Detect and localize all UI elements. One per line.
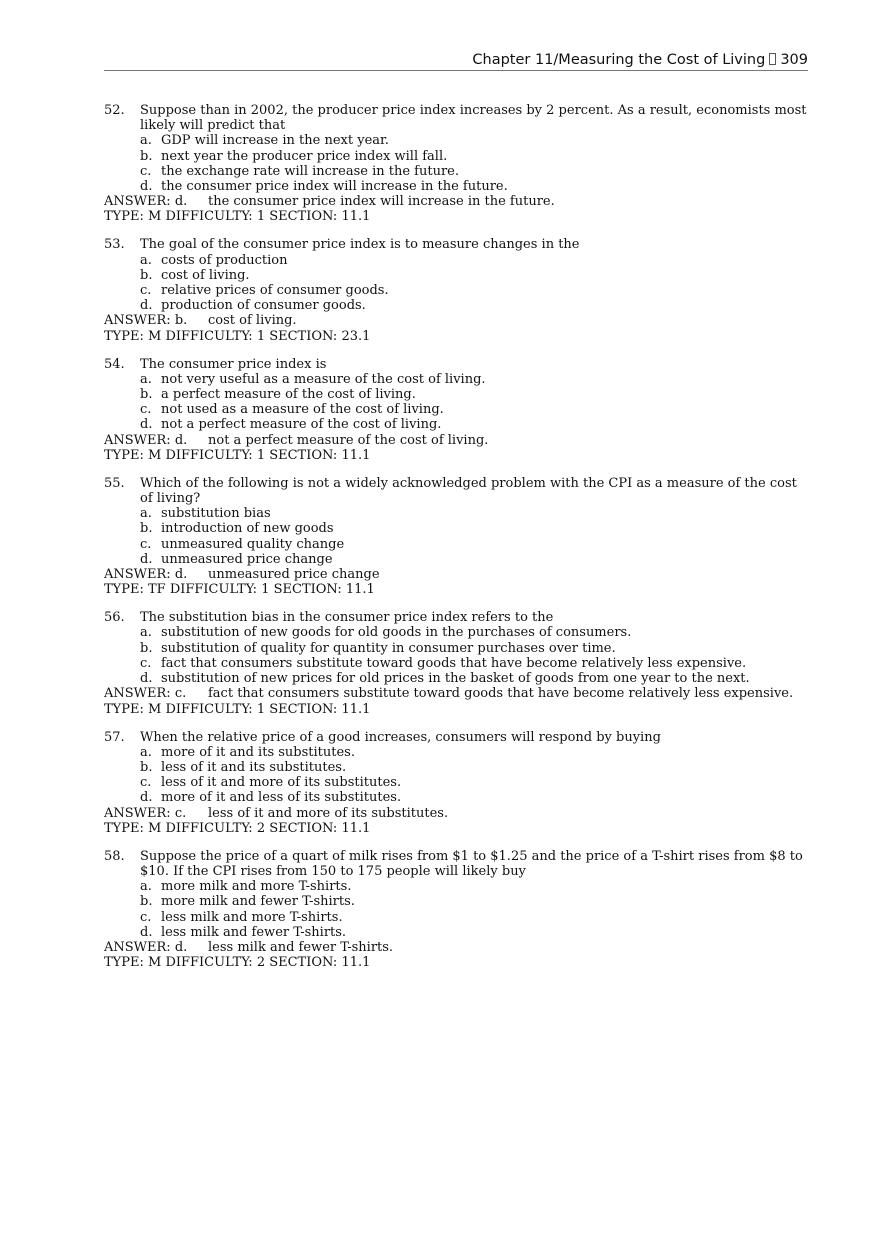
question-meta: TYPE: M DIFFICULTY: 1 SECTION: 11.1	[104, 209, 371, 225]
question-number: 58.	[104, 848, 125, 864]
answer-key: ANSWER: b.	[104, 313, 188, 329]
choice-letter: d.	[140, 179, 153, 195]
choice-a	[140, 625, 808, 640]
choice-a	[140, 506, 808, 521]
choice-letter: c.	[140, 402, 152, 418]
choice-letter: a.	[140, 506, 152, 522]
question-number: 52.	[104, 103, 125, 118]
answer-text: unmeasured price change	[208, 567, 380, 583]
question-stem	[104, 357, 808, 372]
page-header	[104, 50, 808, 71]
question-meta: TYPE: M DIFFICULTY: 1 SECTION: 11.1	[104, 447, 371, 463]
choice-b	[140, 894, 808, 909]
choice-text: substitution of new prices for old prices in the basket of goods from one year to the next.	[161, 671, 750, 687]
question-number: 57.	[104, 729, 125, 745]
choice-letter: b.	[140, 148, 153, 164]
choice-list	[104, 625, 808, 686]
choice-text: substitution of quality for quantity in consumer purchases over time.	[161, 640, 616, 656]
choice-text: introduction of new goods	[161, 521, 334, 537]
choice-letter: d.	[140, 298, 153, 314]
answer-text: fact that consumers substitute toward goods that have become relatively less expensive.	[208, 686, 794, 702]
question-58	[104, 849, 808, 971]
question-meta: TYPE: M DIFFICULTY: 2 SECTION: 11.1	[104, 820, 371, 836]
question-56	[104, 610, 808, 716]
choice-letter: d.	[140, 417, 153, 433]
choice-d	[140, 552, 808, 567]
answer-key: ANSWER: d.	[104, 432, 188, 448]
choice-text: a perfect measure of the cost of living.	[161, 387, 416, 403]
choice-d	[140, 179, 808, 194]
choice-text: cost of living.	[161, 267, 250, 283]
choice-text: not used as a measure of the cost of living.	[161, 402, 444, 418]
choice-letter: c.	[140, 536, 152, 552]
choice-b	[140, 387, 808, 402]
question-number: 56.	[104, 610, 125, 626]
question-52	[104, 103, 808, 225]
choice-text: the exchange rate will increase in the future.	[161, 163, 459, 179]
choice-c	[140, 656, 808, 671]
header-chapter-title: Chapter 11/Measuring the Cost of Living	[472, 52, 766, 68]
choice-text: less milk and more T-shirts.	[161, 909, 343, 925]
answer-text: less milk and fewer T-shirts.	[208, 939, 394, 955]
choice-text: not a perfect measure of the cost of living.	[161, 417, 442, 433]
choice-b	[140, 149, 808, 164]
choice-text: not very useful as a measure of the cost of living.	[161, 371, 486, 387]
choice-letter: b.	[140, 894, 153, 910]
choice-a	[140, 253, 808, 268]
choice-letter: b.	[140, 387, 153, 403]
choice-letter: a.	[140, 625, 152, 641]
question-number: 53.	[104, 237, 125, 253]
question-meta: TYPE: M DIFFICULTY: 2 SECTION: 11.1	[104, 955, 371, 971]
question-list	[104, 103, 808, 983]
choice-letter: b.	[140, 521, 153, 537]
choice-letter: d.	[140, 551, 153, 567]
choice-text: substitution of new goods for old goods in the purchases of consumers.	[161, 625, 632, 641]
choice-text: more of it and less of its substitutes.	[161, 790, 402, 806]
question-number: 54.	[104, 356, 125, 372]
question-stem	[104, 103, 808, 133]
choice-a	[140, 372, 808, 387]
choice-letter: c.	[140, 909, 152, 925]
choice-a	[140, 879, 808, 894]
choice-d	[140, 790, 808, 805]
choice-list	[104, 372, 808, 433]
choice-c	[140, 164, 808, 179]
choice-text: GDP will increase in the next year.	[161, 133, 389, 149]
choice-text: the consumer price index will increase in the future.	[161, 179, 508, 195]
choice-list	[104, 506, 808, 567]
answer-line	[104, 806, 808, 821]
question-text: The substitution bias in the consumer price index refers to the	[140, 610, 554, 626]
question-57	[104, 730, 808, 836]
choice-b	[140, 760, 808, 775]
answer-line	[104, 686, 808, 701]
choice-list	[104, 133, 808, 194]
choice-list	[104, 253, 808, 314]
question-text: The goal of the consumer price index is to measure changes in the	[140, 237, 580, 253]
choice-text: more milk and fewer T-shirts.	[161, 894, 355, 910]
answer-text: not a perfect measure of the cost of living.	[208, 432, 489, 448]
choice-d	[140, 925, 808, 940]
choice-text: fact that consumers substitute toward goods that have become relatively less expensive.	[161, 655, 747, 671]
answer-text: less of it and more of its substitutes.	[208, 805, 449, 821]
page-number: 309	[780, 52, 808, 68]
choice-letter: c.	[140, 163, 152, 179]
choice-letter: c.	[140, 283, 152, 299]
choice-text: production of consumer goods.	[161, 298, 366, 314]
choice-c	[140, 402, 808, 417]
choice-text: unmeasured quality change	[161, 536, 345, 552]
choice-letter: a.	[140, 744, 152, 760]
choice-letter: d.	[140, 790, 153, 806]
question-text: The consumer price index is	[140, 356, 327, 372]
question-stem	[104, 237, 808, 252]
choice-text: less of it and more of its substitutes.	[161, 775, 402, 791]
choice-c	[140, 283, 808, 298]
question-text: Suppose the price of a quart of milk rises from $1 to $1.25 and the price of a T-shirt rises from $8 to $10. If the CPI rises from 150 to 175 people will likely buy	[140, 848, 803, 879]
choice-text: less milk and fewer T-shirts.	[161, 924, 347, 940]
question-number: 55.	[104, 475, 125, 491]
choice-d	[140, 417, 808, 432]
choice-text: more milk and more T-shirts.	[161, 879, 352, 895]
choice-letter: a.	[140, 252, 152, 268]
answer-line	[104, 194, 808, 209]
question-stem	[104, 730, 808, 745]
answer-line	[104, 433, 808, 448]
question-53	[104, 237, 808, 343]
choice-a	[140, 133, 808, 148]
answer-key: ANSWER: d.	[104, 939, 188, 955]
answer-key: ANSWER: d.	[104, 567, 188, 583]
question-text: Suppose than in 2002, the producer price index increases by 2 percent. As a result, economists most likely will predict that	[140, 103, 807, 134]
answer-text: the consumer price index will increase in the future.	[208, 194, 555, 210]
choice-text: substitution bias	[161, 506, 271, 522]
question-stem	[104, 610, 808, 625]
choice-letter: b.	[140, 759, 153, 775]
question-stem	[104, 476, 808, 506]
answer-line	[104, 567, 808, 582]
choice-letter: b.	[140, 267, 153, 283]
choice-letter: a.	[140, 133, 152, 149]
choice-c	[140, 775, 808, 790]
choice-letter: c.	[140, 775, 152, 791]
choice-letter: b.	[140, 640, 153, 656]
choice-b	[140, 521, 808, 536]
choice-b	[140, 268, 808, 283]
choice-letter: c.	[140, 655, 152, 671]
missing-glyph-icon	[769, 53, 776, 65]
choice-letter: d.	[140, 924, 153, 940]
choice-b	[140, 641, 808, 656]
choice-d	[140, 671, 808, 686]
answer-key: ANSWER: c.	[104, 805, 187, 821]
question-meta: TYPE: M DIFFICULTY: 1 SECTION: 23.1	[104, 328, 371, 344]
choice-text: more of it and its substitutes.	[161, 744, 355, 760]
choice-c	[140, 537, 808, 552]
question-54	[104, 357, 808, 463]
choice-letter: d.	[140, 671, 153, 687]
choice-text: less of it and its substitutes.	[161, 759, 347, 775]
choice-c	[140, 910, 808, 925]
question-text: When the relative price of a good increases, consumers will respond by buying	[140, 729, 661, 745]
choice-list	[104, 745, 808, 806]
question-meta: TYPE: TF DIFFICULTY: 1 SECTION: 11.1	[104, 582, 375, 598]
answer-text: cost of living.	[208, 313, 297, 329]
answer-key: ANSWER: d.	[104, 194, 188, 210]
question-55	[104, 476, 808, 598]
answer-key: ANSWER: c.	[104, 686, 187, 702]
choice-text: costs of production	[161, 252, 288, 268]
question-stem	[104, 849, 808, 879]
choice-text: next year the producer price index will fall.	[161, 148, 448, 164]
choice-list	[104, 879, 808, 940]
choice-text: relative prices of consumer goods.	[161, 283, 389, 299]
choice-d	[140, 298, 808, 313]
choice-a	[140, 745, 808, 760]
question-text: Which of the following is not a widely acknowledged problem with the CPI as a measure of the cost of living?	[140, 475, 797, 507]
choice-text: unmeasured price change	[161, 551, 333, 567]
answer-line	[104, 940, 808, 955]
answer-line	[104, 313, 808, 328]
choice-letter: a.	[140, 879, 152, 895]
choice-letter: a.	[140, 371, 152, 387]
question-meta: TYPE: M DIFFICULTY: 1 SECTION: 11.1	[104, 701, 371, 717]
